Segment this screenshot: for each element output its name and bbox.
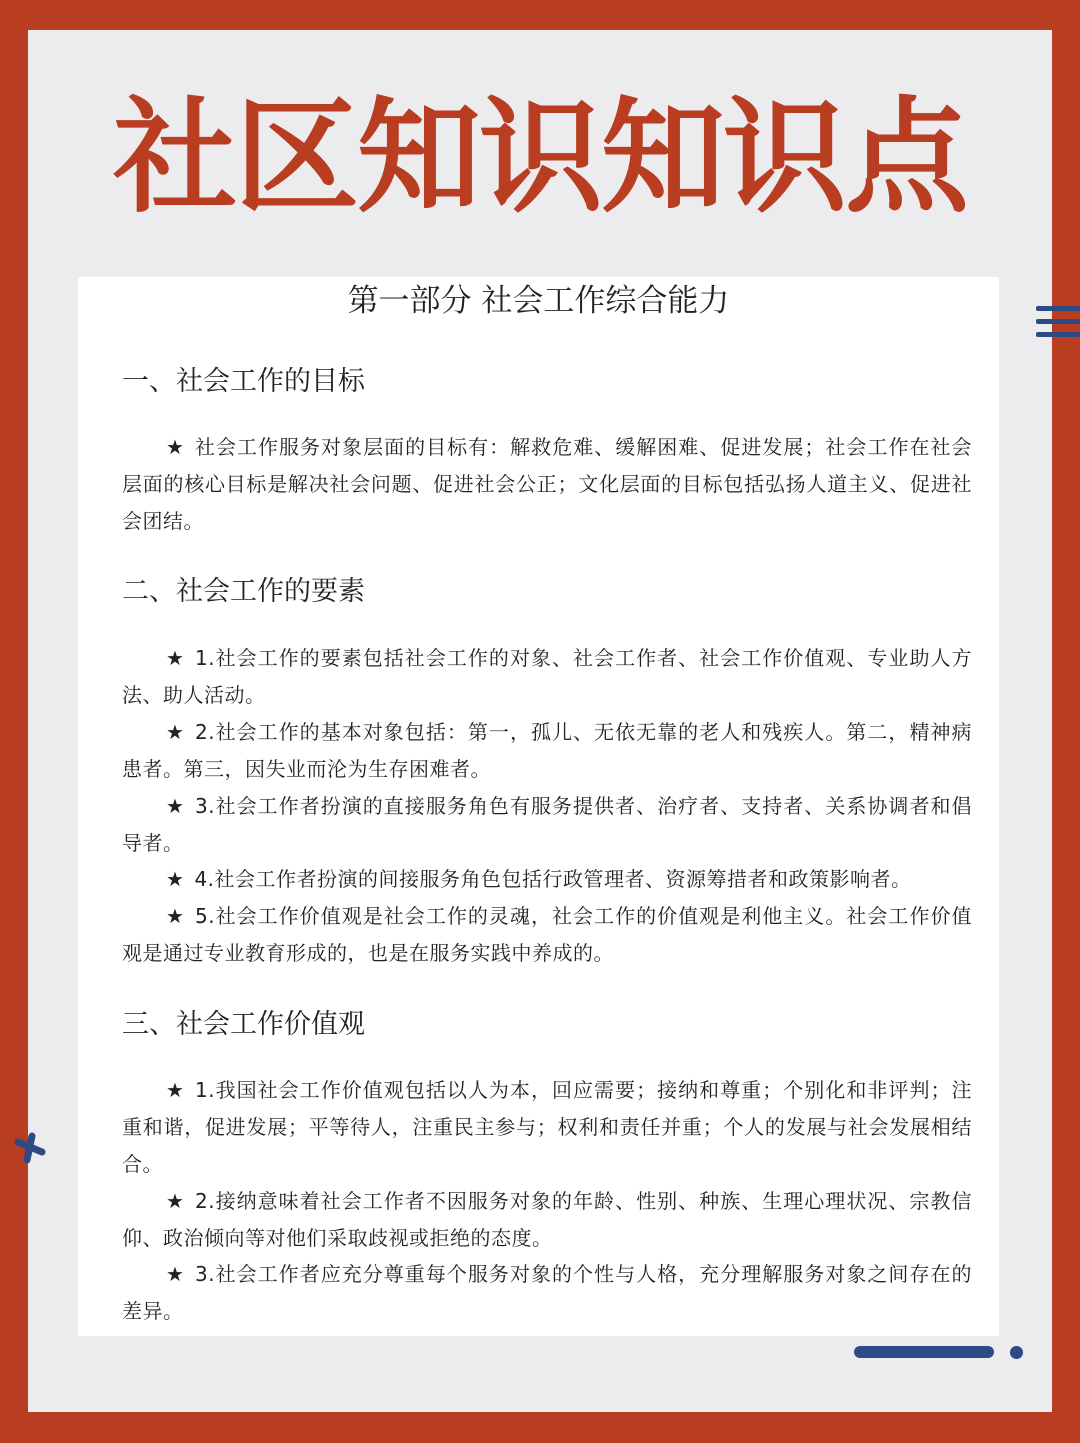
poster-title: 社区知识知识点 (112, 86, 967, 230)
paragraph-text: 3.社会工作者扮演的直接服务角色有服务提供者、治疗者、支持者、关系协调者和倡导者。 (122, 794, 972, 855)
paragraph-text: 1.社会工作的要素包括社会工作的对象、社会工作者、社会工作价值观、专业助人方法、助人活动。 (122, 646, 972, 707)
paragraph (122, 1183, 972, 1257)
cross-decoration-icon (14, 1132, 46, 1164)
section-heading: 一、社会工作的目标 (122, 366, 365, 397)
paragraph (122, 640, 972, 714)
paragraph (122, 1072, 972, 1183)
paragraph (122, 1256, 972, 1330)
star-icon: ★ (166, 794, 185, 818)
star-icon: ★ (166, 646, 185, 670)
section-heading: 二、社会工作的要素 (122, 576, 365, 607)
star-icon: ★ (166, 1078, 185, 1102)
star-icon: ★ (166, 1262, 185, 1286)
star-icon: ★ (166, 867, 185, 891)
part-title: 第一部分 社会工作综合能力 (347, 283, 730, 319)
paragraph (122, 714, 972, 788)
paragraph-text: 2.接纳意味着社会工作者不因服务对象的年龄、性别、种族、生理心理状况、宗教信仰、政治倾向等对他们采取歧视或拒绝的态度。 (122, 1189, 972, 1250)
paragraph-text: 2.社会工作的基本对象包括：第一，孤儿、无依无靠的老人和残疾人。第二，精神病患者。第三，因失业而沦为生存困难者。 (122, 720, 972, 781)
paragraph-text: 3.社会工作者应充分尊重每个服务对象的个性与人格，充分理解服务对象之间存在的差异。 (122, 1262, 972, 1323)
star-icon: ★ (166, 904, 185, 928)
star-icon: ★ (166, 435, 185, 459)
paragraph-text: 5.社会工作价值观是社会工作的灵魂，社会工作的价值观是利他主义。社会工作价值观是通过专业教育形成的，也是在服务实践中养成的。 (122, 904, 972, 965)
menu-lines-decoration (1036, 306, 1080, 346)
paragraph (122, 788, 972, 862)
dot-decoration (1010, 1346, 1023, 1359)
section-heading: 三、社会工作价值观 (122, 1009, 365, 1040)
star-icon: ★ (166, 1189, 185, 1213)
document-page (78, 277, 999, 1336)
paragraph (122, 861, 972, 898)
paragraph-text: 1.我国社会工作价值观包括以人为本，回应需要；接纳和尊重；个别化和非评判；注重和谐，促进发展；平等待人，注重民主参与；权利和责任并重；个人的发展与社会发展相结合。 (122, 1078, 972, 1176)
paragraph (122, 898, 972, 972)
pill-decoration (854, 1346, 994, 1358)
star-icon: ★ (166, 720, 185, 744)
paragraph-text: 社会工作服务对象层面的目标有：解救危难、缓解困难、促进发展；社会工作在社会层面的核心目标是解决社会问题、促进社会公正；文化层面的目标包括弘扬人道主义、促进社会团结。 (122, 435, 972, 533)
paragraph (122, 429, 972, 540)
paragraph-text: 4.社会工作者扮演的间接服务角色包括行政管理者、资源筹措者和政策影响者。 (194, 867, 912, 891)
